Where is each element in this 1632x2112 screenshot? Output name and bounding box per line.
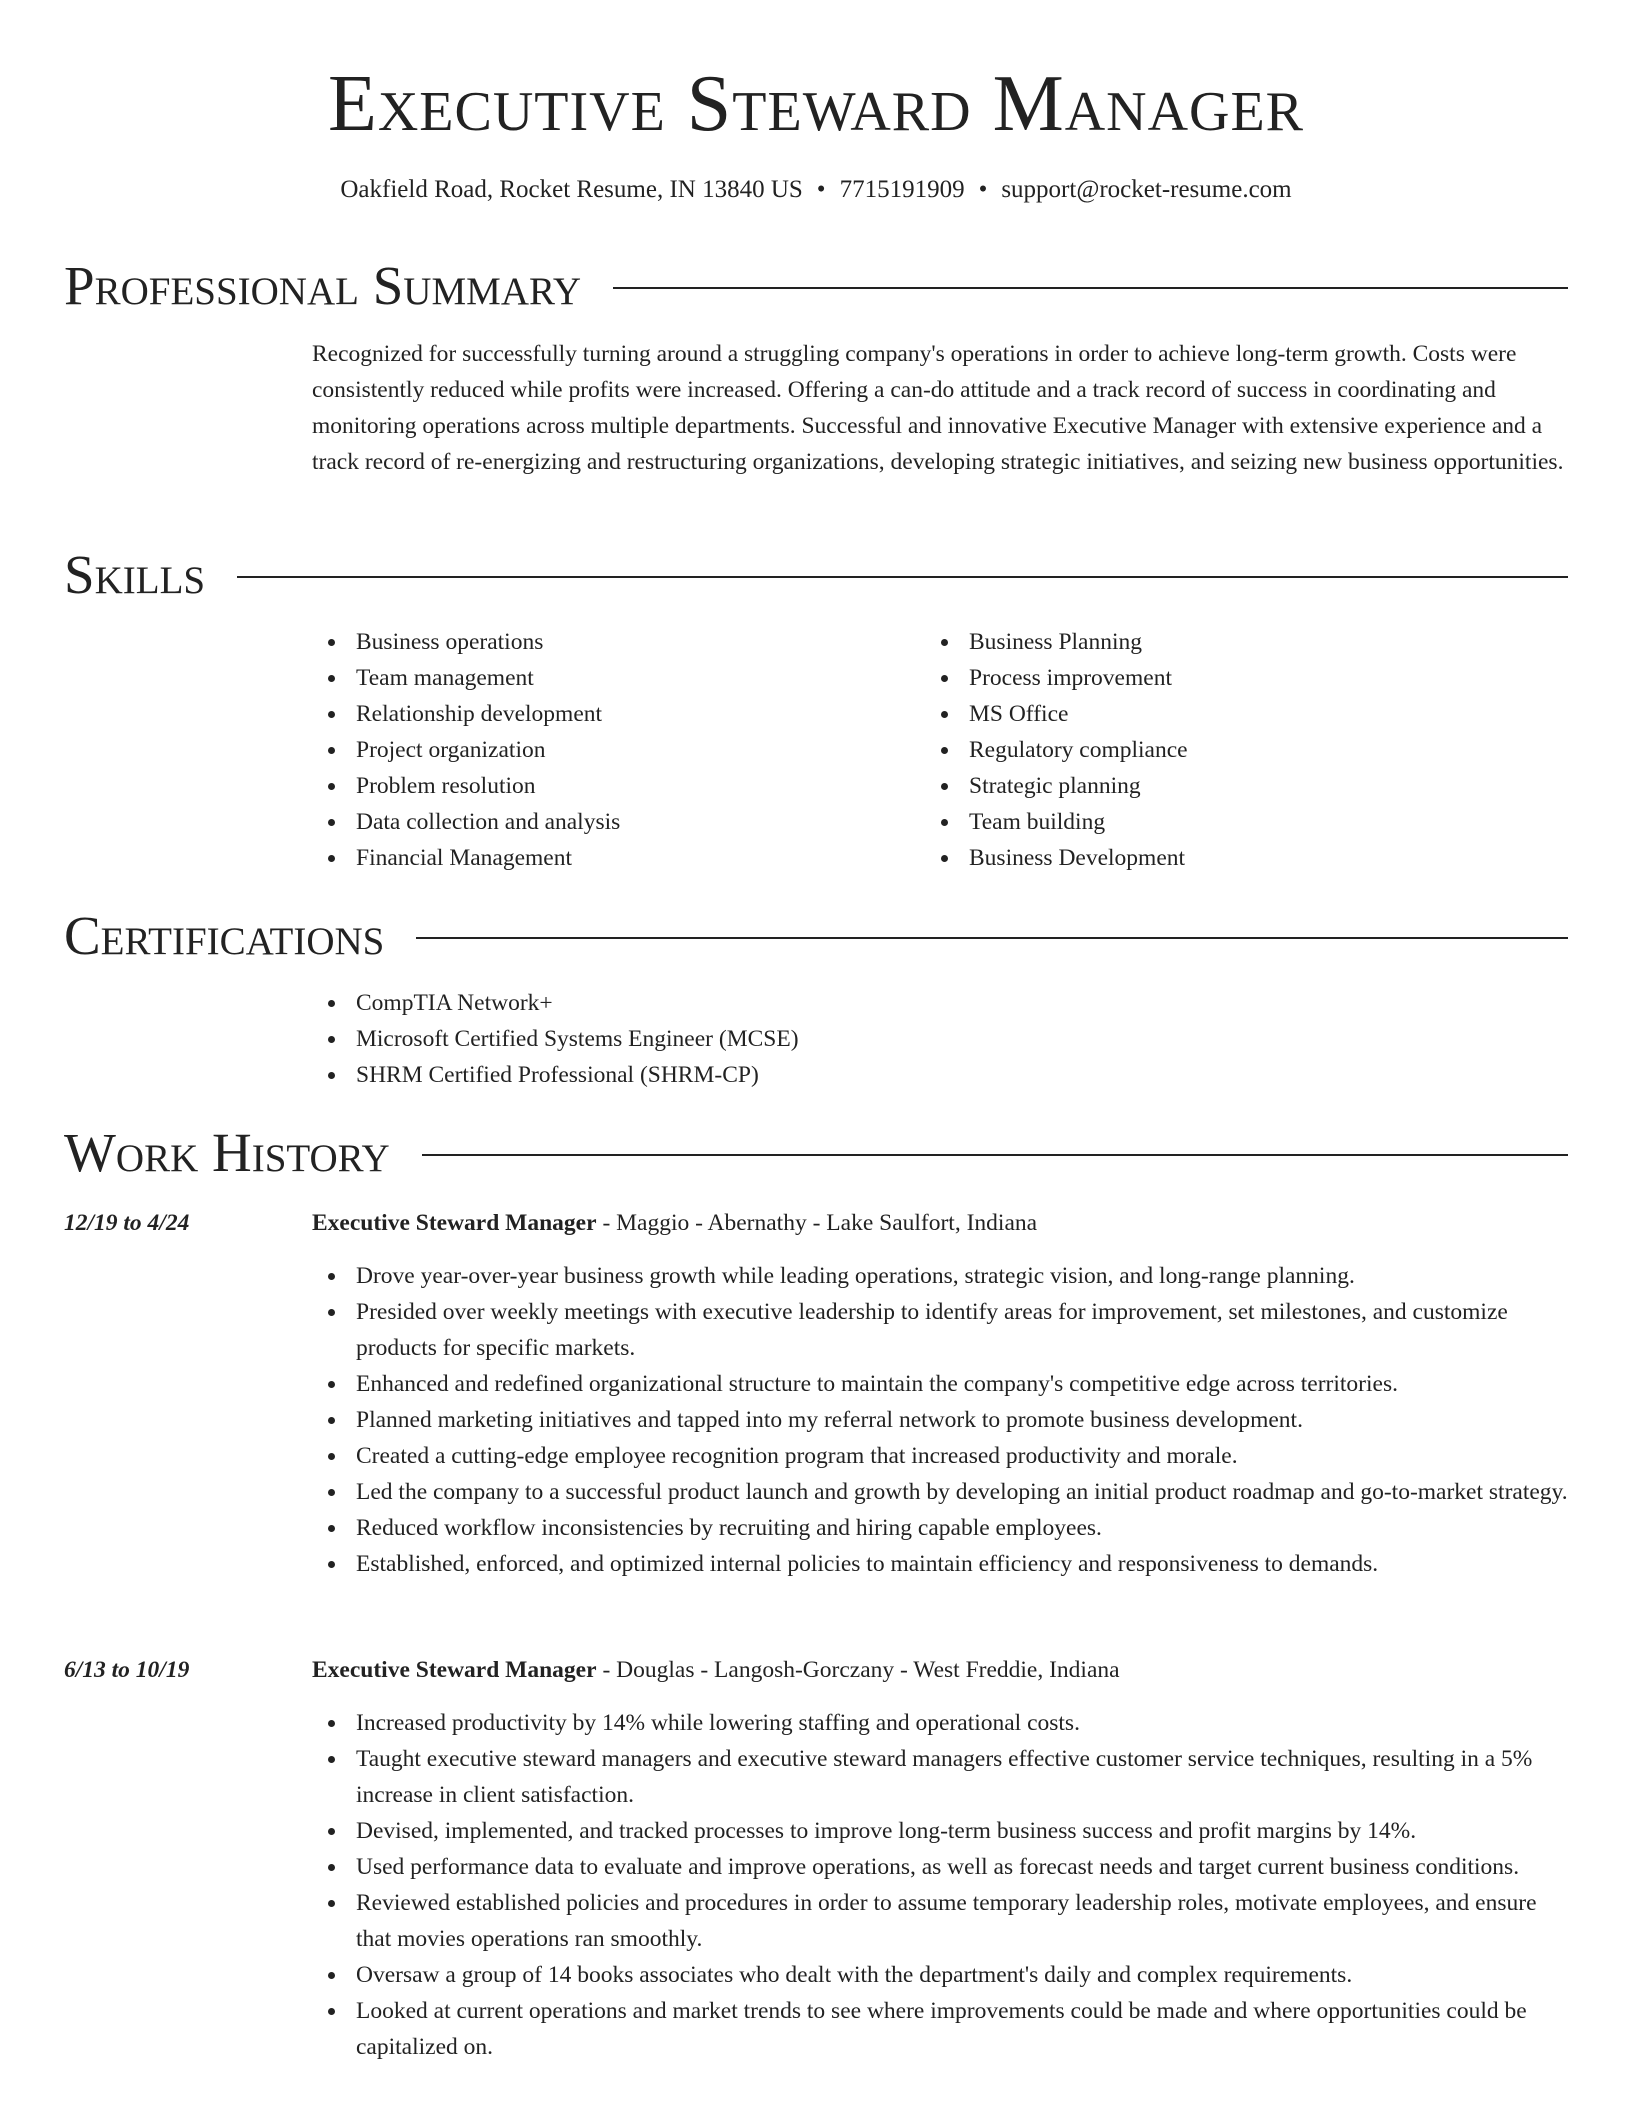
contact-line bbox=[0, 174, 1632, 206]
certifications-list bbox=[312, 985, 1568, 1093]
skill-item: Relationship development bbox=[312, 696, 912, 732]
responsibility-item: Presided over weekly meetings with executive leadership to identify areas for improvement, set milestones, and customize products for specific markets. bbox=[312, 1294, 1568, 1366]
work-history-section-header bbox=[64, 1121, 1568, 1185]
skill-item: Business operations bbox=[312, 624, 912, 660]
candidate-name: Executive Steward Manager bbox=[327, 60, 1305, 148]
job-dates: 6/13 to 10/19 bbox=[64, 1657, 190, 1683]
skill-item: Team building bbox=[925, 804, 1525, 840]
separator: • bbox=[816, 176, 826, 203]
skill-item: Regulatory compliance bbox=[925, 732, 1525, 768]
skills-section-header bbox=[64, 543, 1568, 607]
responsibility-item: Looked at current operations and market trends to see where improvements could be made and where opportunities could be capitalized on. bbox=[312, 1993, 1568, 2065]
skill-item: Business Development bbox=[925, 840, 1525, 876]
responsibility-item: Devised, implemented, and tracked processes to improve long-term business success and profit margins by 14%. bbox=[312, 1813, 1568, 1849]
section-divider bbox=[422, 1154, 1568, 1156]
skill-item: Process improvement bbox=[925, 660, 1525, 696]
skill-item: Strategic planning bbox=[925, 768, 1525, 804]
skill-item: MS Office bbox=[925, 696, 1525, 732]
certifications-section-header bbox=[64, 904, 1568, 968]
skill-item: Financial Management bbox=[312, 840, 912, 876]
skills-column-right bbox=[925, 624, 1525, 876]
section-title-work-history: Work History bbox=[64, 1122, 390, 1183]
address: Oakfield Road, Rocket Resume, IN 13840 US bbox=[340, 176, 803, 203]
job-title-line bbox=[312, 1652, 1568, 1688]
responsibility-item: Led the company to a successful product launch and growth by developing an initial product roadmap and go-to-market strategy. bbox=[312, 1474, 1568, 1510]
job-employer-location: - Maggio - Abernathy - Lake Saulfort, Indiana bbox=[596, 1210, 1038, 1236]
responsibility-item: Planned marketing initiatives and tapped into my referral network to promote business development. bbox=[312, 1402, 1568, 1438]
job-title-line bbox=[312, 1205, 1568, 1241]
job-employer-location: - Douglas - Langosh-Gorczany - West Freddie, Indiana bbox=[596, 1657, 1120, 1683]
section-title-summary: Professional Summary bbox=[64, 255, 582, 316]
responsibility-item: Reviewed established policies and procedures in order to assume temporary leadership roles, motivate employees, and ensure that movies operations ran smoothly. bbox=[312, 1885, 1568, 1957]
responsibility-item: Oversaw a group of 14 books associates who dealt with the department's daily and complex requirements. bbox=[312, 1957, 1568, 1993]
skill-item: Data collection and analysis bbox=[312, 804, 912, 840]
responsibility-item: Used performance data to evaluate and improve operations, as well as forecast needs and target current business conditions. bbox=[312, 1849, 1568, 1885]
skill-item: Problem resolution bbox=[312, 768, 912, 804]
certification-item: CompTIA Network+ bbox=[312, 985, 1568, 1021]
responsibility-item: Increased productivity by 14% while lowering staffing and operational costs. bbox=[312, 1705, 1568, 1741]
separator: • bbox=[978, 176, 988, 203]
responsibility-item: Created a cutting-edge employee recognition program that increased productivity and morale. bbox=[312, 1438, 1568, 1474]
section-divider bbox=[237, 576, 1568, 578]
section-title-skills: Skills bbox=[64, 544, 206, 605]
certification-item: SHRM Certified Professional (SHRM-CP) bbox=[312, 1057, 1568, 1093]
job-role: Executive Steward Manager bbox=[312, 1657, 597, 1683]
responsibility-item: Established, enforced, and optimized internal policies to maintain efficiency and responsiveness to demands. bbox=[312, 1546, 1568, 1582]
section-title-certifications: Certifications bbox=[64, 905, 385, 966]
email-address: support@rocket-resume.com bbox=[1001, 176, 1292, 203]
job-role: Executive Steward Manager bbox=[312, 1210, 597, 1236]
job-responsibilities bbox=[312, 1258, 1568, 1582]
responsibility-item: Taught executive steward managers and executive steward managers effective customer service techniques, resulting in a 5% increase in client satisfaction. bbox=[312, 1741, 1568, 1813]
responsibility-item: Enhanced and redefined organizational structure to maintain the company's competitive edge across territories. bbox=[312, 1366, 1568, 1402]
summary-text: Recognized for successfully turning around a struggling company's operations in order to achieve long-term growth. Costs were consistently reduced while profits were increased. Offering a can-do attitude and a track record of success in coordinating and monitoring operations across multiple departments. Successful and innovative Executive Manager with extensive experience and a track record of re-energizing and restructuring organizations, developing strategic initiatives, and seizing new business opportunities. bbox=[312, 341, 1564, 475]
responsibility-item: Reduced workflow inconsistencies by recruiting and hiring capable employees. bbox=[312, 1510, 1568, 1546]
certification-item: Microsoft Certified Systems Engineer (MCSE) bbox=[312, 1021, 1568, 1057]
skill-item: Business Planning bbox=[925, 624, 1525, 660]
responsibility-item: Drove year-over-year business growth while leading operations, strategic vision, and long-range planning. bbox=[312, 1258, 1568, 1294]
skill-item: Project organization bbox=[312, 732, 912, 768]
job-dates: 12/19 to 4/24 bbox=[64, 1210, 190, 1236]
job-responsibilities bbox=[312, 1705, 1568, 2065]
skills-column-left bbox=[312, 624, 912, 876]
section-divider bbox=[416, 937, 1568, 939]
skill-item: Team management bbox=[312, 660, 912, 696]
phone-number: 7715191909 bbox=[839, 176, 965, 203]
section-divider bbox=[613, 287, 1568, 289]
summary-section-header bbox=[64, 254, 1568, 318]
